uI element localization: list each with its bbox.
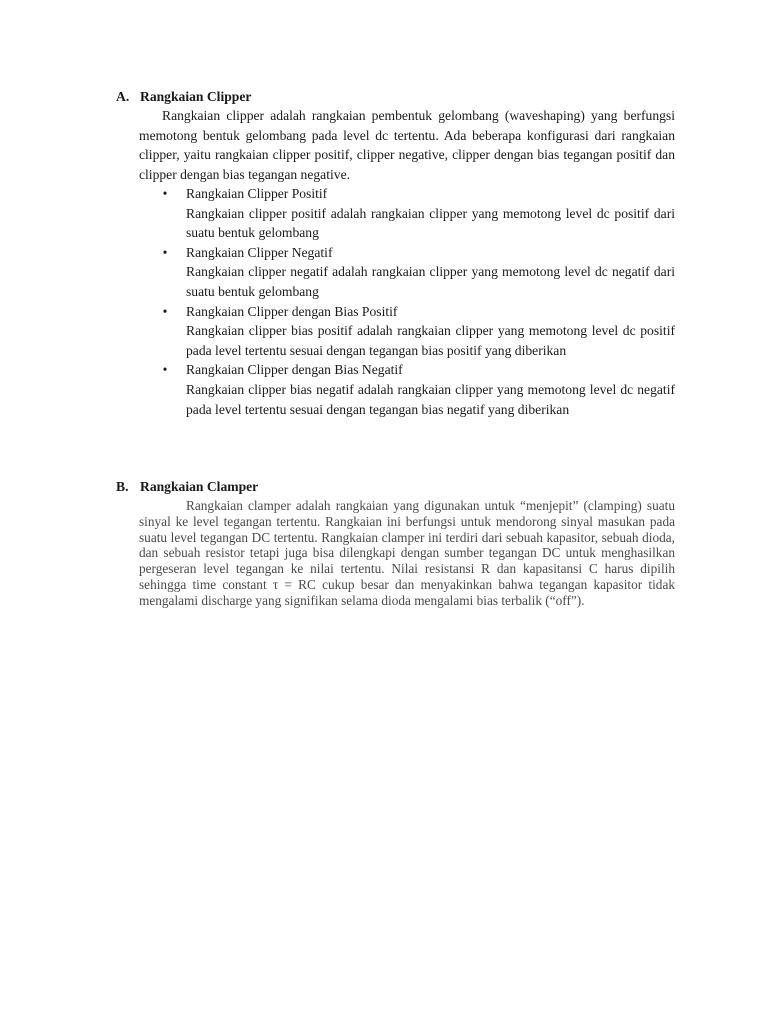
section-b-body: Rangkaian clamper adalah rangkaian yang digunakan untuk “menjepit” (clamping) suatu sinyal ke level tegangan tertentu. Rangkaian ini berfungsi untuk mendorong sinyal masukan pada suatu level tegangan DC tertentu. Rangkaian clamper ini terdiri dari sebuah kapasitor, sebuah dioda, dan sebuah resistor tetapi juga bisa dilengkapi dengan sumber tegangan DC untuk menghasilkan pergeseran level tegangan ke nilai tertentu. Nilai resistansi R dan kapasitansi C harus dipilih sehingga time constant τ = RC cukup besar dan menyakinkan bahwa tegangan kapasitor tidak mengalami discharge yang signifikan selama dioda mengalami bias terbalik (“off”). — [139, 498, 675, 608]
section-a-number: A. — [116, 89, 130, 104]
section-b-title: Rangkaian Clamper — [140, 479, 259, 494]
list-item-title: Rangkaian Clipper Negatif — [186, 244, 333, 260]
list-item — [139, 360, 675, 419]
section-a-title: Rangkaian Clipper — [140, 89, 252, 104]
list-item-title: Rangkaian Clipper dengan Bias Negatif — [186, 362, 403, 378]
bullet-icon: • — [162, 244, 168, 260]
list-item-desc: Rangkaian clipper positif adalah rangkaian clipper yang memotong level dc positif dari suatu bentuk gelombang — [186, 205, 675, 241]
section-a-heading — [116, 87, 251, 107]
list-item-desc: Rangkaian clipper bias negatif adalah rangkaian clipper yang memotong level dc negatif pada level tertentu sesuai dengan tegangan bias negatif yang diberikan — [186, 381, 675, 417]
list-item-title: Rangkaian Clipper dengan Bias Positif — [186, 303, 398, 319]
list-item-desc: Rangkaian clipper bias positif adalah rangkaian clipper yang memotong level dc positif pada level tertentu sesuai dengan tegangan bias positif yang diberikan — [186, 323, 675, 358]
clipper-types-list — [139, 184, 675, 419]
bullet-icon: • — [162, 362, 168, 378]
section-b-number: B. — [116, 479, 129, 494]
bullet-icon: • — [162, 186, 168, 201]
list-item-desc: Rangkaian clipper negatif adalah rangkaian clipper yang memotong level dc negatif dari suatu bentuk gelombang — [186, 264, 675, 299]
list-item — [139, 184, 675, 243]
list-item — [139, 243, 675, 302]
list-item-title: Rangkaian Clipper Positif — [186, 186, 328, 201]
list-item — [139, 302, 675, 361]
bullet-icon: • — [162, 303, 168, 319]
section-a-intro: Rangkaian clipper adalah rangkaian pembentuk gelombang (waveshaping) yang berfungsi memotong bentuk gelombang pada level dc tertentu. Ada beberapa konfigurasi dari rangkaian clipper, yaitu rangkaian clipper positif, clipper negative, clipper dengan bias tegangan positif dan clipper dengan bias tegangan negative. — [139, 108, 675, 182]
section-b-heading — [116, 477, 258, 497]
